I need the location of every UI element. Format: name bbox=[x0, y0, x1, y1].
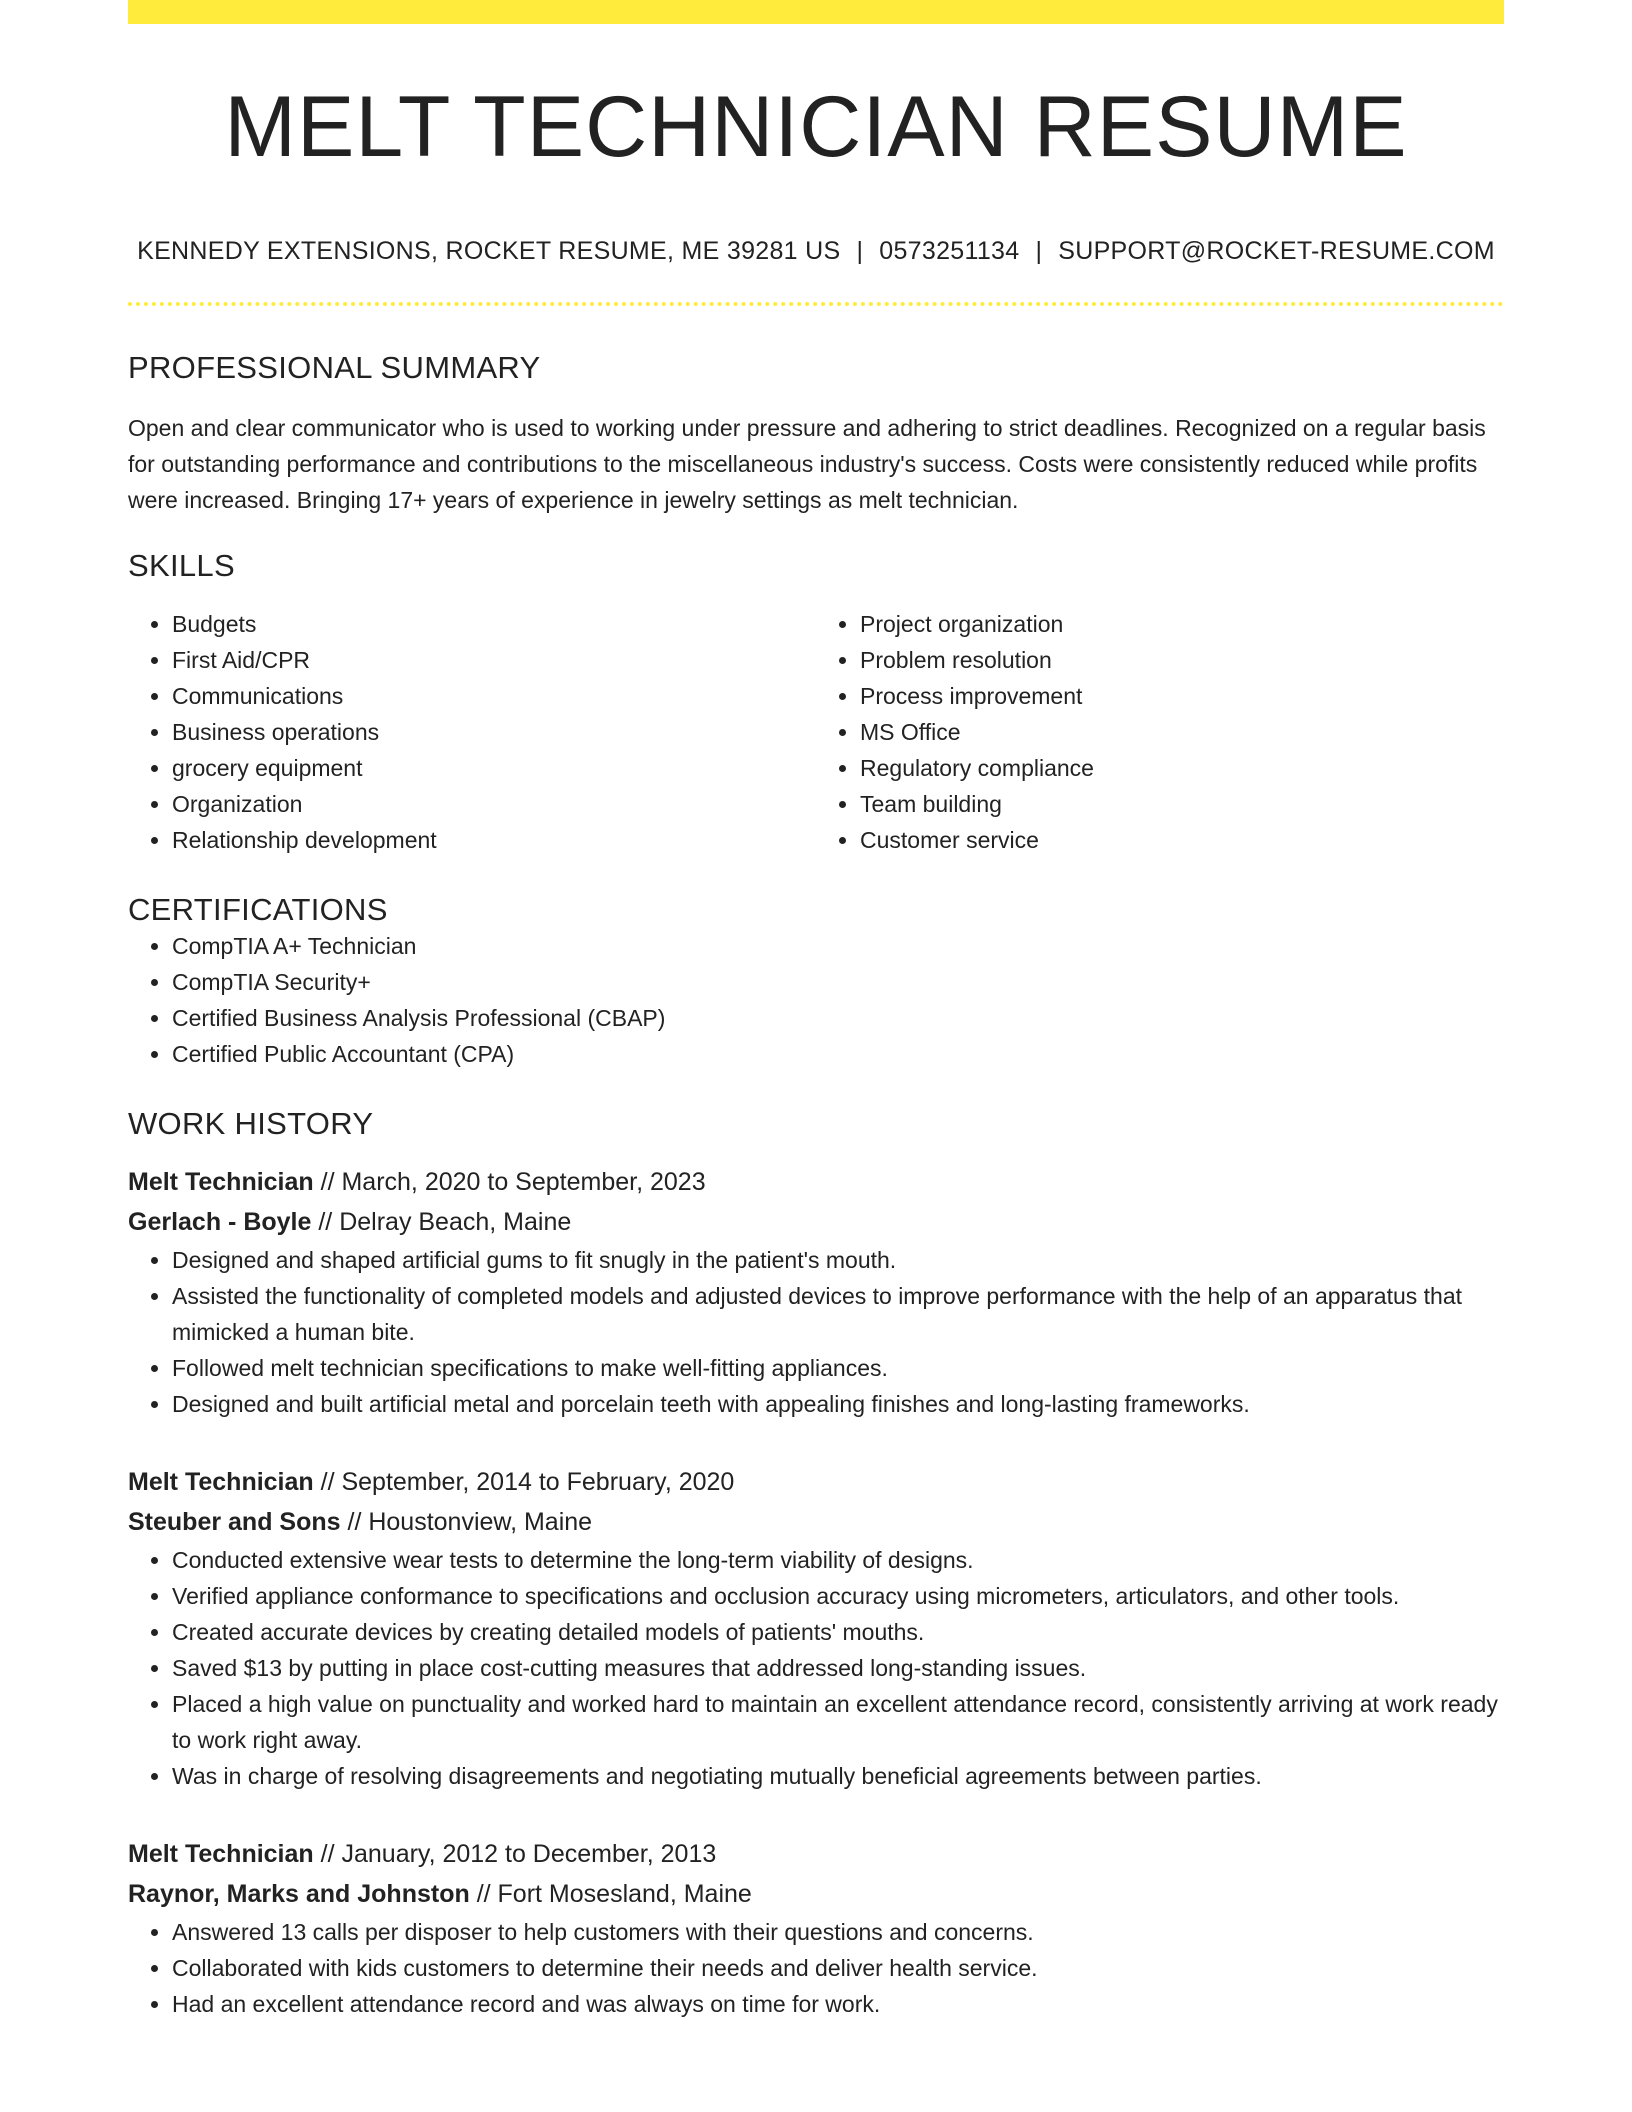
accent-top-bar bbox=[128, 0, 1504, 24]
job-company: Gerlach - Boyle bbox=[128, 1207, 312, 1236]
skills-list-left bbox=[128, 606, 816, 858]
skill-item: • Regulatory compliance bbox=[860, 750, 1504, 786]
skills-heading: SKILLS bbox=[128, 547, 235, 583]
job-company: Steuber and Sons bbox=[128, 1507, 341, 1536]
job-bullet: • Had an excellent attendance record and was always on time for work. bbox=[172, 1986, 1504, 2022]
job-dates: // January, 2012 to December, 2013 bbox=[320, 1839, 717, 1868]
skill-item: • Customer service bbox=[860, 822, 1504, 858]
summary-heading: PROFESSIONAL SUMMARY bbox=[128, 349, 541, 385]
skill-item: • grocery equipment bbox=[172, 750, 816, 786]
job-location: // Delray Beach, Maine bbox=[318, 1207, 572, 1236]
summary-text: Open and clear communicator who is used to working under pressure and adhering to strict deadlines. Recognized on a regular basis for outstanding performance and contributions to the miscellaneous industry's success. Costs were consistently reduced while profits were increased. Bringing 17+ years of experience in jewelry settings as melt technician. bbox=[128, 414, 1486, 513]
job-bullet: • Was in charge of resolving disagreements and negotiating mutually beneficial agreements between parties. bbox=[172, 1758, 1504, 1794]
contact-email: SUPPORT@ROCKET-RESUME.COM bbox=[1058, 236, 1495, 265]
job-dates: // September, 2014 to February, 2020 bbox=[320, 1467, 735, 1496]
job-bullet: • Created accurate devices by creating detailed models of patients' mouths. bbox=[172, 1614, 1504, 1650]
resume-content bbox=[128, 24, 1504, 2022]
skill-item: • MS Office bbox=[860, 714, 1504, 750]
skill-item: • Relationship development bbox=[172, 822, 816, 858]
page-title: MELT TECHNICIAN RESUME bbox=[224, 79, 1408, 175]
contact-address: KENNEDY EXTENSIONS, ROCKET RESUME, ME 39281 US bbox=[137, 236, 841, 265]
skills-list-right bbox=[816, 606, 1504, 858]
job-entry bbox=[128, 1834, 1504, 2022]
skill-item: • Project organization bbox=[860, 606, 1504, 642]
skills-column-right bbox=[816, 606, 1504, 858]
job-company: Raynor, Marks and Johnston bbox=[128, 1879, 470, 1908]
job-location: // Fort Mosesland, Maine bbox=[476, 1879, 752, 1908]
job-title-line bbox=[128, 1162, 1504, 1202]
job-bullet: • Placed a high value on punctuality and worked hard to maintain an excellent attendance record, consistently arriving at work ready to work right away. bbox=[172, 1686, 1504, 1758]
skill-item: • Organization bbox=[172, 786, 816, 822]
skill-item: • First Aid/CPR bbox=[172, 642, 816, 678]
contact-separator: | bbox=[856, 236, 864, 265]
work-history-heading: WORK HISTORY bbox=[128, 1105, 374, 1141]
dotted-divider bbox=[128, 302, 1504, 306]
skill-item: • Business operations bbox=[172, 714, 816, 750]
skills-column-left bbox=[128, 606, 816, 858]
job-title: Melt Technician bbox=[128, 1467, 314, 1496]
job-bullet-list bbox=[128, 1542, 1504, 1794]
job-bullet-list bbox=[128, 1242, 1504, 1422]
job-location: // Houstonview, Maine bbox=[347, 1507, 593, 1536]
certification-item: • Certified Public Accountant (CPA) bbox=[172, 1036, 1504, 1072]
skill-item: • Process improvement bbox=[860, 678, 1504, 714]
job-bullet: • Followed melt technician specifications to make well-fitting appliances. bbox=[172, 1350, 1504, 1386]
job-title: Melt Technician bbox=[128, 1839, 314, 1868]
job-company-line bbox=[128, 1874, 1504, 1914]
job-bullet: • Saved $13 by putting in place cost-cutting measures that addressed long-standing issues. bbox=[172, 1650, 1504, 1686]
job-title: Melt Technician bbox=[128, 1167, 314, 1196]
contact-phone: 0573251134 bbox=[879, 236, 1020, 265]
skills-grid bbox=[128, 606, 1504, 858]
certification-item: • CompTIA A+ Technician bbox=[172, 928, 1504, 964]
job-title-line bbox=[128, 1462, 1504, 1502]
certification-item: • CompTIA Security+ bbox=[172, 964, 1504, 1000]
job-entry bbox=[128, 1162, 1504, 1422]
job-title-line bbox=[128, 1834, 1504, 1874]
contact-separator: | bbox=[1035, 236, 1043, 265]
job-bullet: • Answered 13 calls per disposer to help customers with their questions and concerns. bbox=[172, 1914, 1504, 1950]
skill-item: • Problem resolution bbox=[860, 642, 1504, 678]
skill-item: • Communications bbox=[172, 678, 816, 714]
certifications-list bbox=[128, 928, 1504, 1072]
certification-item: • Certified Business Analysis Professional (CBAP) bbox=[172, 1000, 1504, 1036]
job-company-line bbox=[128, 1202, 1504, 1242]
job-bullet-list bbox=[128, 1914, 1504, 2022]
skill-item: • Team building bbox=[860, 786, 1504, 822]
skill-item: • Budgets bbox=[172, 606, 816, 642]
job-entry bbox=[128, 1462, 1504, 1794]
contact-line bbox=[128, 237, 1504, 266]
job-bullet: • Conducted extensive wear tests to determine the long-term viability of designs. bbox=[172, 1542, 1504, 1578]
job-bullet: • Designed and built artificial metal and porcelain teeth with appealing finishes and long-lasting frameworks. bbox=[172, 1386, 1504, 1422]
job-bullet: • Designed and shaped artificial gums to fit snugly in the patient's mouth. bbox=[172, 1242, 1504, 1278]
job-dates: // March, 2020 to September, 2023 bbox=[320, 1167, 706, 1196]
job-bullet: • Assisted the functionality of completed models and adjusted devices to improve performance with the help of an apparatus that mimicked a human bite. bbox=[172, 1278, 1504, 1350]
job-bullet: • Collaborated with kids customers to determine their needs and deliver health service. bbox=[172, 1950, 1504, 1986]
job-bullet: • Verified appliance conformance to specifications and occlusion accuracy using micrometers, articulators, and other tools. bbox=[172, 1578, 1504, 1614]
job-company-line bbox=[128, 1502, 1504, 1542]
certifications-heading: CERTIFICATIONS bbox=[128, 891, 388, 927]
